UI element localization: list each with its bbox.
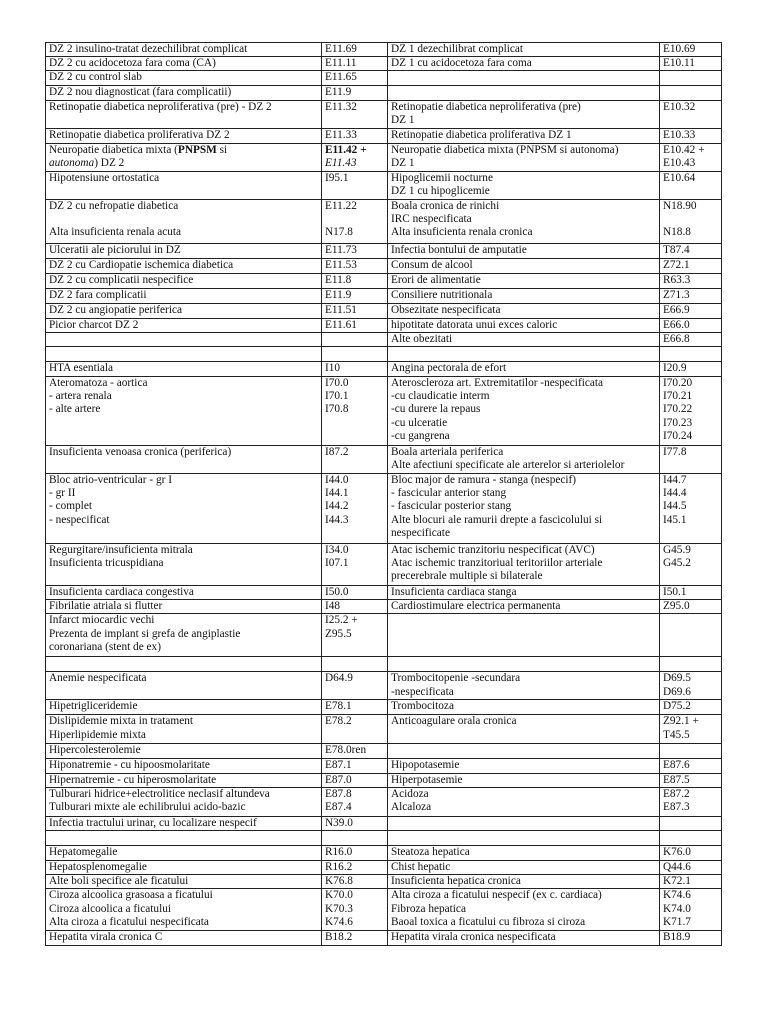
- diagnosis-left-cell: Retinopatie diabetica neproliferativa (pre) - DZ 2: [46, 100, 322, 128]
- table-row: [46, 544, 722, 586]
- code-right-cell: B18.9: [660, 931, 722, 945]
- table-row: [46, 128, 722, 143]
- table-row: [46, 362, 722, 377]
- table-row: [46, 243, 722, 258]
- code-right-cell: Z71.3: [660, 288, 722, 303]
- table-row: [46, 258, 722, 273]
- code-right-cell: E87.2 E87.3: [660, 787, 722, 816]
- table-row: [46, 100, 722, 128]
- code-left-cell: E11.32: [322, 100, 388, 128]
- code-left-cell: I87.2: [322, 446, 388, 474]
- diagnosis-right-cell: Retinopatie diabetica proliferativa DZ 1: [388, 128, 660, 143]
- diagnosis-left-cell: Alte boli specifice ale ficatului: [46, 875, 322, 889]
- diagnosis-right-cell: [388, 816, 660, 830]
- table-row: [46, 773, 722, 787]
- table-row: [46, 889, 722, 931]
- code-right-cell: E87.6: [660, 758, 722, 773]
- code-right-cell: Z72.1: [660, 258, 722, 273]
- table-row: [46, 744, 722, 758]
- diagnosis-right-cell: Acidoza Alcaloza: [388, 787, 660, 816]
- code-right-cell: E66.8: [660, 332, 722, 346]
- code-right-cell: [660, 347, 722, 362]
- code-left-cell: E11.69: [322, 43, 388, 57]
- code-right-cell: T87.4: [660, 243, 722, 258]
- table-row: [46, 288, 722, 303]
- diagnosis-left-cell: Tulburari hidrice+electrolitice neclasif altundeva Tulburari mixte ale echilibrului acido-bazic: [46, 787, 322, 816]
- code-right-cell: I70.20 I70.21 I70.22 I70.23 I70.24: [660, 377, 722, 446]
- code-right-cell: I44.7 I44.4 I44.5 I45.1: [660, 474, 722, 544]
- table-row: [46, 758, 722, 773]
- diagnosis-left-cell: Hepatomegalie: [46, 846, 322, 861]
- code-left-cell: D64.9: [322, 672, 388, 700]
- code-left-cell: [322, 657, 388, 672]
- diagnosis-left-cell: DZ 2 cu angiopatie periferica: [46, 303, 322, 318]
- code-left-cell: E78.2: [322, 715, 388, 744]
- code-right-cell: R63.3: [660, 273, 722, 288]
- diagnosis-left-cell: HTA esentiala: [46, 362, 322, 377]
- diagnosis-left-cell: Hipotensiune ortostatica: [46, 171, 322, 199]
- table-row: [46, 875, 722, 889]
- diagnosis-left-cell: [46, 831, 322, 846]
- diagnosis-left-cell: DZ 2 insulino-tratat dezechilibrat complicat: [46, 43, 322, 57]
- code-right-cell: E10.33: [660, 128, 722, 143]
- diagnosis-code-table: [45, 42, 722, 946]
- diagnosis-right-cell: DZ 1 cu acidocetoza fara coma: [388, 57, 660, 71]
- diagnosis-right-cell: Trombocitopenie -secundara -nespecificata: [388, 672, 660, 700]
- diagnosis-left-cell: DZ 2 nou diagnosticat (fara complicatii): [46, 85, 322, 100]
- diagnosis-left-cell: [46, 347, 322, 362]
- code-right-cell: [660, 816, 722, 830]
- code-left-cell: I50.0: [322, 586, 388, 600]
- code-left-cell: E78.0ren: [322, 744, 388, 758]
- diagnosis-right-cell: Hipopotasemie: [388, 758, 660, 773]
- code-left-cell: E11.8: [322, 273, 388, 288]
- diagnosis-right-cell: Chist hepatic: [388, 861, 660, 875]
- code-right-cell: I77.8: [660, 446, 722, 474]
- diagnosis-left-cell: Hepatita virala cronica C: [46, 931, 322, 945]
- code-left-cell: E11.33: [322, 128, 388, 143]
- code-left-cell: K76.8: [322, 875, 388, 889]
- table-row: [46, 846, 722, 861]
- table-row: [46, 787, 722, 816]
- code-right-cell: [660, 85, 722, 100]
- diagnosis-right-cell: Erori de alimentatie: [388, 273, 660, 288]
- diagnosis-right-cell: [388, 831, 660, 846]
- diagnosis-left-cell: Regurgitare/insuficienta mitrala Insuficienta tricuspidiana: [46, 544, 322, 586]
- code-right-cell: D75.2: [660, 700, 722, 715]
- code-left-cell: E87.8 E87.4: [322, 787, 388, 816]
- table-row: [46, 700, 722, 715]
- code-right-cell: Q44.6: [660, 861, 722, 875]
- code-right-cell: G45.9 G45.2: [660, 544, 722, 586]
- code-left-cell: R16.2: [322, 861, 388, 875]
- code-right-cell: E87.5: [660, 773, 722, 787]
- code-right-cell: [660, 744, 722, 758]
- code-left-cell: B18.2: [322, 931, 388, 945]
- diagnosis-right-cell: [388, 85, 660, 100]
- code-right-cell: [660, 614, 722, 657]
- code-right-cell: [660, 657, 722, 672]
- table-row: [46, 931, 722, 945]
- code-left-cell: I25.2 + Z95.5: [322, 614, 388, 657]
- code-left-cell: K70.0 K70.3 K74.6: [322, 889, 388, 931]
- code-right-cell: K76.0: [660, 846, 722, 861]
- diagnosis-left-cell: Fibrilatie atriala si flutter: [46, 600, 322, 614]
- diagnosis-right-cell: Retinopatie diabetica neproliferativa (pre) DZ 1: [388, 100, 660, 128]
- code-right-cell: I50.1: [660, 586, 722, 600]
- code-right-cell: Z95.0: [660, 600, 722, 614]
- diagnosis-left-cell: Insuficienta venoasa cronica (periferica): [46, 446, 322, 474]
- code-left-cell: I10: [322, 362, 388, 377]
- code-right-cell: D69.5 D69.6: [660, 672, 722, 700]
- diagnosis-right-cell: Neuropatie diabetica mixta (PNPSM si autonoma) DZ 1: [388, 143, 660, 171]
- diagnosis-right-cell: [388, 657, 660, 672]
- table-row: [46, 614, 722, 657]
- code-left-cell: E11.61: [322, 318, 388, 332]
- diagnosis-left-cell: Insuficienta cardiaca congestiva: [46, 586, 322, 600]
- diagnosis-left-cell: Anemie nespecificata: [46, 672, 322, 700]
- diagnosis-right-cell: Consum de alcool: [388, 258, 660, 273]
- diagnosis-right-cell: [388, 744, 660, 758]
- diagnosis-right-cell: [388, 614, 660, 657]
- code-left-cell: I34.0 I07.1: [322, 544, 388, 586]
- diagnosis-right-cell: Bloc major de ramura - stanga (nespecif) - fascicular anterior stang - fascicular posterior stang Alte blocuri ale ramurii drepte a fascicolului si nespecificate: [388, 474, 660, 544]
- diagnosis-right-cell: Cardiostimulare electrica permanenta: [388, 600, 660, 614]
- diagnosis-left-cell: DZ 2 fara complicatii: [46, 288, 322, 303]
- code-left-cell: E11.65: [322, 71, 388, 85]
- table-row: [46, 143, 722, 171]
- diagnosis-left-cell: Dislipidemie mixta in tratament Hiperlipidemie mixta: [46, 715, 322, 744]
- diagnosis-right-cell: Alta ciroza a ficatului nespecif (ex c. cardiaca) Fibroza hepatica Baoal toxica a ficatului cu fibroza si ciroza: [388, 889, 660, 931]
- code-left-cell: E11.22 N17.8: [322, 199, 388, 243]
- diagnosis-left-cell: DZ 2 cu acidocetoza fara coma (CA): [46, 57, 322, 71]
- table-row: [46, 474, 722, 544]
- code-left-cell: N39.0: [322, 816, 388, 830]
- diagnosis-left-cell: DZ 2 cu complicatii nespecifice: [46, 273, 322, 288]
- code-right-cell: N18.90 N18.8: [660, 199, 722, 243]
- code-left-cell: E11.42 + E11.43: [322, 143, 388, 171]
- table-row: [46, 672, 722, 700]
- table-row: [46, 199, 722, 243]
- code-left-cell: R16.0: [322, 846, 388, 861]
- diagnosis-right-cell: Boala arteriala periferica Alte afectiuni specificate ale arterelor si arteriolelor: [388, 446, 660, 474]
- code-left-cell: I95.1: [322, 171, 388, 199]
- diagnosis-left-cell: Infarct miocardic vechi Prezenta de implant si grefa de angiplastie coronariana (stent de ex): [46, 614, 322, 657]
- diagnosis-left-cell: Ciroza alcoolica grasoasa a ficatului Ciroza alcoolica a ficatului Alta ciroza a ficatului nespecificata: [46, 889, 322, 931]
- code-left-cell: I44.0 I44.1 I44.2 I44.3: [322, 474, 388, 544]
- diagnosis-right-cell: Insuficienta hepatica cronica: [388, 875, 660, 889]
- diagnosis-left-cell: [46, 657, 322, 672]
- diagnosis-left-cell: DZ 2 cu control slab: [46, 71, 322, 85]
- diagnosis-right-cell: hipotitate datorata unui exces caloric: [388, 318, 660, 332]
- table-row: [46, 816, 722, 830]
- code-right-cell: Z92.1 + T45.5: [660, 715, 722, 744]
- code-left-cell: E11.11: [322, 57, 388, 71]
- diagnosis-left-cell: Picior charcot DZ 2: [46, 318, 322, 332]
- code-right-cell: E10.32: [660, 100, 722, 128]
- code-left-cell: I48: [322, 600, 388, 614]
- table-row: [46, 831, 722, 846]
- code-left-cell: E78.1: [322, 700, 388, 715]
- code-left-cell: [322, 831, 388, 846]
- diagnosis-left-cell: Infectia tractului urinar, cu localizare nespecif: [46, 816, 322, 830]
- diagnosis-right-cell: Atac ischemic tranzitoriu nespecificat (AVC) Atac ischemic tranzitoriual teritoriilor arteriale precerebrale multiple si bilaterale: [388, 544, 660, 586]
- table-row: [46, 347, 722, 362]
- code-left-cell: E87.1: [322, 758, 388, 773]
- table-row: [46, 57, 722, 71]
- code-right-cell: K74.6 K74.0 K71.7: [660, 889, 722, 931]
- diagnosis-right-cell: DZ 1 dezechilibrat complicat: [388, 43, 660, 57]
- code-right-cell: E10.42 + E10.43: [660, 143, 722, 171]
- diagnosis-left-cell: Hipetrigliceridemie: [46, 700, 322, 715]
- table-row: [46, 71, 722, 85]
- diagnosis-right-cell: Obsezitate nespecificata: [388, 303, 660, 318]
- diagnosis-left-cell: Retinopatie diabetica proliferativa DZ 2: [46, 128, 322, 143]
- code-left-cell: E11.53: [322, 258, 388, 273]
- table-row: [46, 586, 722, 600]
- diagnosis-left-cell: [46, 332, 322, 346]
- diagnosis-left-cell: Ulceratii ale piciorului in DZ: [46, 243, 322, 258]
- code-right-cell: [660, 71, 722, 85]
- diagnosis-right-cell: Angina pectorala de efort: [388, 362, 660, 377]
- diagnosis-right-cell: Consiliere nutritionala: [388, 288, 660, 303]
- table-row: [46, 318, 722, 332]
- table-row: [46, 715, 722, 744]
- table-row: [46, 377, 722, 446]
- code-left-cell: [322, 347, 388, 362]
- diagnosis-left-cell: Hipercolesterolemie: [46, 744, 322, 758]
- code-right-cell: E10.69: [660, 43, 722, 57]
- diagnosis-right-cell: Ateroscleroza art. Extremitatilor -nespecificata -cu claudicatie interm -cu durere la repaus -cu ulceratie -cu gangrena: [388, 377, 660, 446]
- diagnosis-right-cell: Hipoglicemii nocturne DZ 1 cu hipoglicemie: [388, 171, 660, 199]
- diagnosis-right-cell: Steatoza hepatica: [388, 846, 660, 861]
- diagnosis-left-cell: Neuropatie diabetica mixta (PNPSM si autonoma) DZ 2: [46, 143, 322, 171]
- diagnosis-right-cell: Anticoagulare orala cronica: [388, 715, 660, 744]
- code-left-cell: [322, 332, 388, 346]
- code-left-cell: E87.0: [322, 773, 388, 787]
- table-body: [46, 43, 722, 946]
- diagnosis-right-cell: Insuficienta cardiaca stanga: [388, 586, 660, 600]
- diagnosis-right-cell: Hiperpotasemie: [388, 773, 660, 787]
- diagnosis-left-cell: DZ 2 cu nefropatie diabetica Alta insuficienta renala acuta: [46, 199, 322, 243]
- table-row: [46, 657, 722, 672]
- diagnosis-left-cell: Ateromatoza - aortica - artera renala - alte artere: [46, 377, 322, 446]
- code-left-cell: E11.51: [322, 303, 388, 318]
- diagnosis-right-cell: Hepatita virala cronica nespecificata: [388, 931, 660, 945]
- code-left-cell: I70.0 I70.1 I70.8: [322, 377, 388, 446]
- table-row: [46, 43, 722, 57]
- code-right-cell: E66.0: [660, 318, 722, 332]
- diagnosis-right-cell: Trombocitoza: [388, 700, 660, 715]
- table-row: [46, 332, 722, 346]
- diagnosis-left-cell: Hepatosplenomegalie: [46, 861, 322, 875]
- diagnosis-right-cell: Alte obezitati: [388, 332, 660, 346]
- diagnosis-left-cell: DZ 2 cu Cardiopatie ischemica diabetica: [46, 258, 322, 273]
- table-row: [46, 171, 722, 199]
- table-row: [46, 446, 722, 474]
- code-left-cell: E11.73: [322, 243, 388, 258]
- code-right-cell: E66.9: [660, 303, 722, 318]
- diagnosis-right-cell: Infectia bontului de amputatie: [388, 243, 660, 258]
- code-right-cell: E10.64: [660, 171, 722, 199]
- code-right-cell: E10.11: [660, 57, 722, 71]
- code-right-cell: I20.9: [660, 362, 722, 377]
- table-row: [46, 273, 722, 288]
- diagnosis-right-cell: [388, 71, 660, 85]
- table-row: [46, 303, 722, 318]
- code-left-cell: E11.9: [322, 288, 388, 303]
- table-row: [46, 861, 722, 875]
- diagnosis-right-cell: Boala cronica de rinichi IRC nespecificata Alta insuficienta renala cronica: [388, 199, 660, 243]
- diagnosis-left-cell: Hiponatremie - cu hipoosmolaritate: [46, 758, 322, 773]
- code-right-cell: [660, 831, 722, 846]
- table-row: [46, 85, 722, 100]
- diagnosis-left-cell: Hipernatremie - cu hiperosmolaritate: [46, 773, 322, 787]
- document-page: [45, 42, 721, 946]
- code-right-cell: K72.1: [660, 875, 722, 889]
- diagnosis-left-cell: Bloc atrio-ventricular - gr I - gr II - complet - nespecificat: [46, 474, 322, 544]
- table-row: [46, 600, 722, 614]
- code-left-cell: E11.9: [322, 85, 388, 100]
- diagnosis-right-cell: [388, 347, 660, 362]
